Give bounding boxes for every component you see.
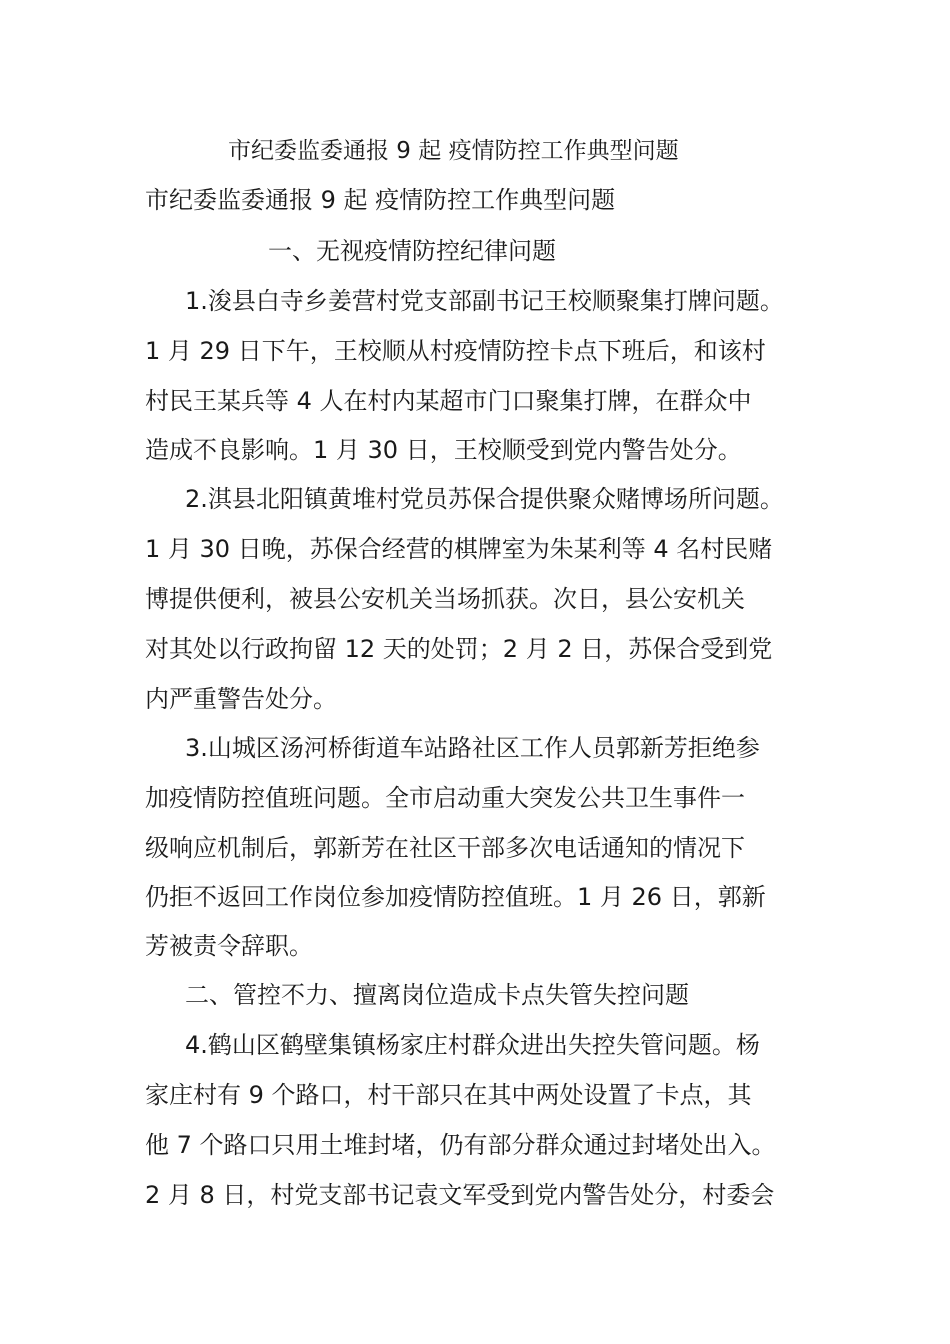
paragraph-line: 2.淇县北阳镇黄堆村党员苏保合提供聚众赌博场所问题。: [185, 485, 784, 513]
paragraph-line: 村民王某兵等 4 人在村内某超市门口聚集打牌，在群众中: [145, 387, 752, 415]
paragraph-line: 他 7 个路口只用土堆封堵，仍有部分群众通过封堵处出入。: [145, 1131, 776, 1159]
paragraph-line: 对其处以行政拘留 12 天的处罚；2 月 2 日，苏保合受到党: [145, 635, 773, 663]
paragraph-line: 1 月 29 日下午，王校顺从村疫情防控卡点下班后，和该村: [145, 337, 766, 365]
document-subtitle: 市纪委监委通报 9 起 疫情防控工作典型问题: [145, 186, 616, 214]
paragraph-line: 2 月 8 日，村党支部书记袁文军受到党内警告处分，村委会: [145, 1181, 775, 1209]
paragraph-line: 造成不良影响。1 月 30 日，王校顺受到党内警告处分。: [145, 436, 742, 464]
paragraph-line: 博提供便利，被县公安机关当场抓获。次日，县公安机关: [145, 585, 745, 613]
section-heading-2: 二、管控不力、擅离岗位造成卡点失管失控问题: [185, 981, 689, 1009]
paragraph-line: 加疫情防控值班问题。全市启动重大突发公共卫生事件一: [145, 784, 745, 812]
paragraph-line: 级响应机制后，郭新芳在社区干部多次电话通知的情况下: [145, 834, 745, 862]
document-title: 市纪委监委通报 9 起 疫情防控工作典型问题: [228, 138, 679, 164]
paragraph-line: 仍拒不返回工作岗位参加疫情防控值班。1 月 26 日，郭新: [145, 883, 766, 911]
paragraph-line: 内严重警告处分。: [145, 685, 337, 713]
paragraph-line: 3.山城区汤河桥街道车站路社区工作人员郭新芳拒绝参: [185, 734, 760, 762]
section-heading-1: 一、无视疫情防控纪律问题: [268, 237, 556, 265]
paragraph-line: 1 月 30 日晚，苏保合经营的棋牌室为朱某利等 4 名村民赌: [145, 535, 773, 563]
paragraph-line: 家庄村有 9 个路口，村干部只在其中两处设置了卡点，其: [145, 1081, 752, 1109]
paragraph-line: 4.鹤山区鹤壁集镇杨家庄村群众进出失控失管问题。杨: [185, 1031, 760, 1059]
paragraph-line: 芳被责令辞职。: [145, 932, 313, 960]
paragraph-line: 1.浚县白寺乡姜营村党支部副书记王校顺聚集打牌问题。: [185, 287, 784, 315]
